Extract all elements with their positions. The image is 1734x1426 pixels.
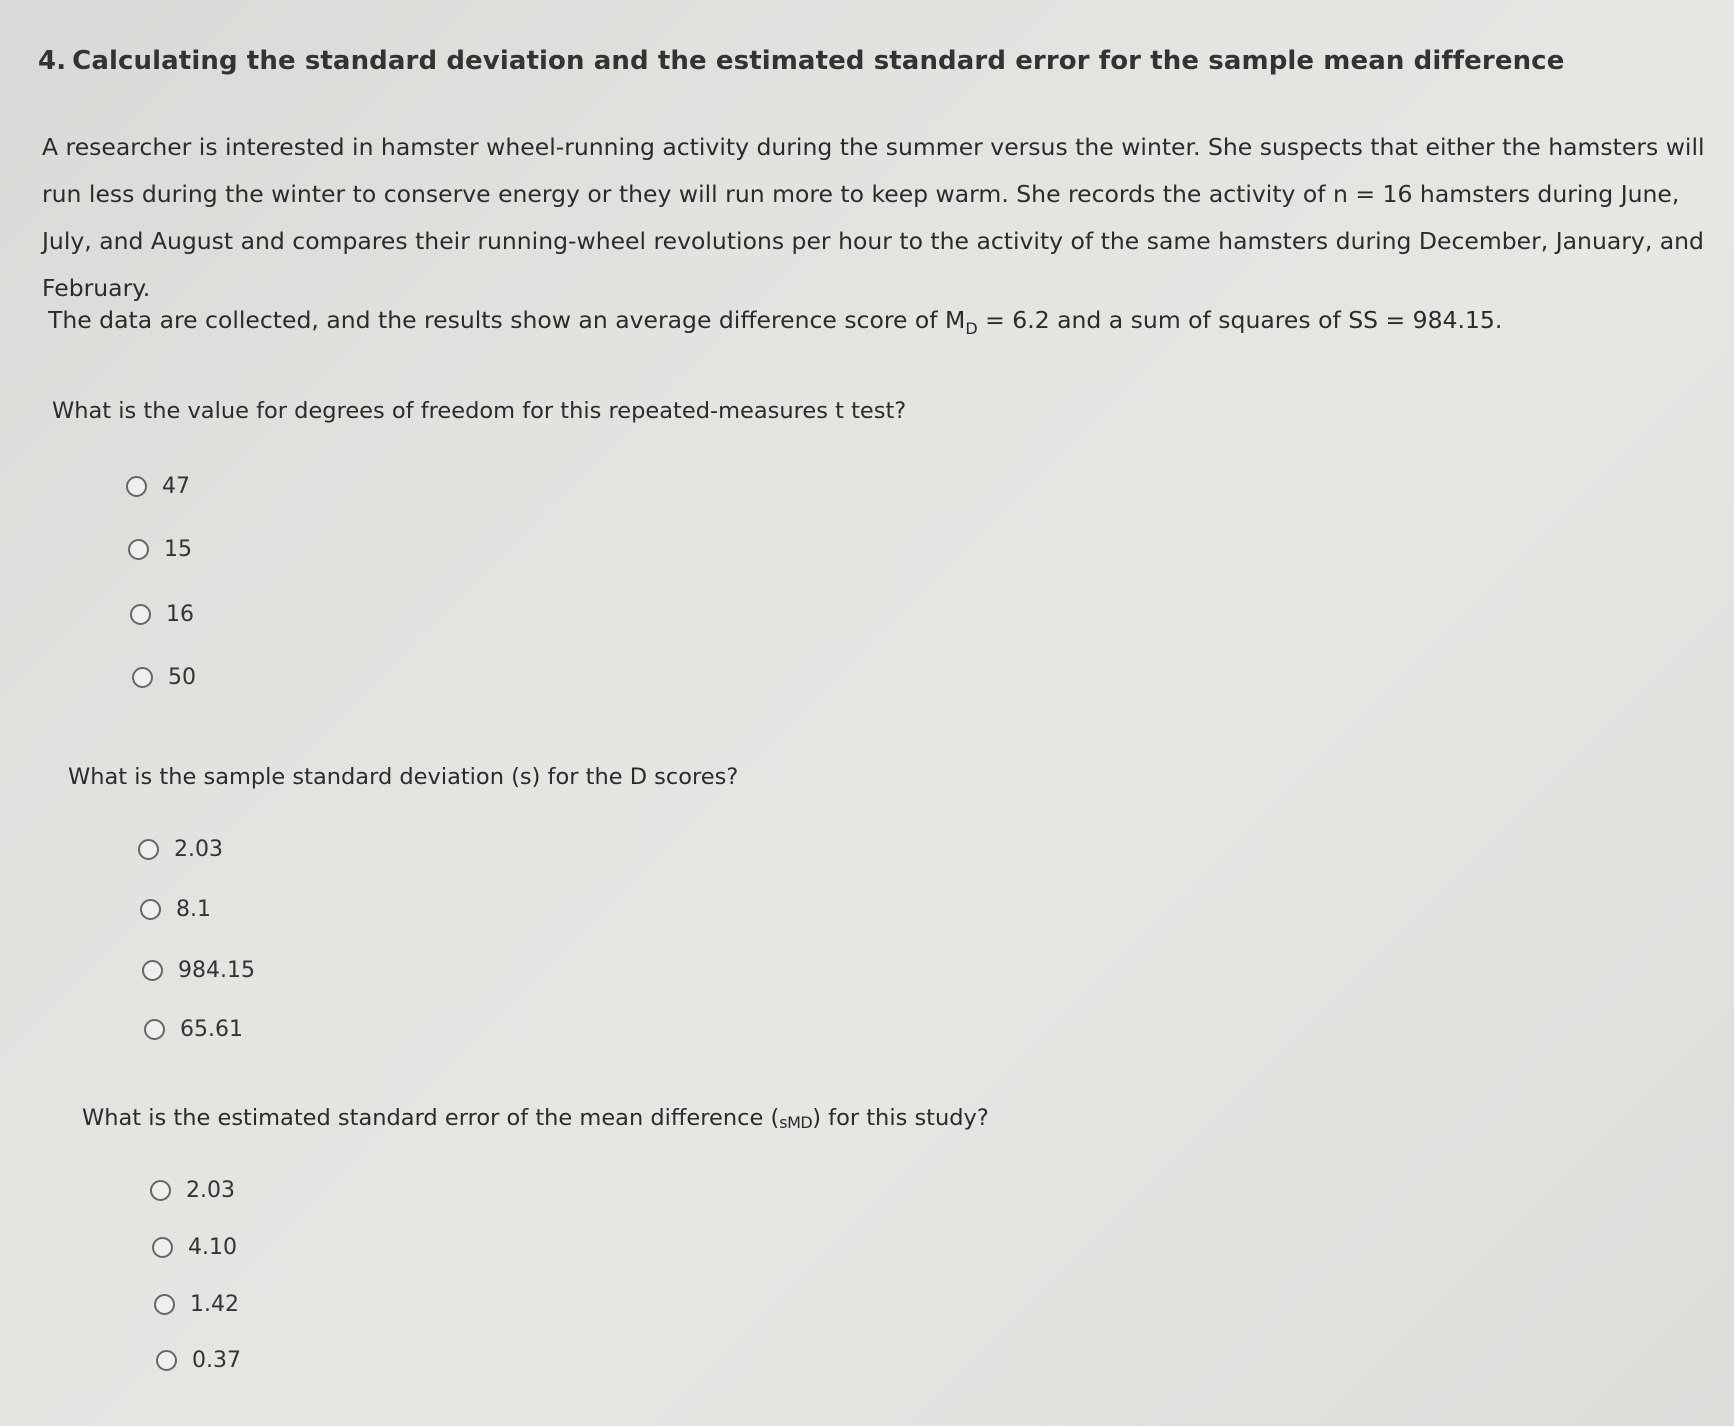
mean-subscript: D	[965, 319, 978, 338]
sd-option-2-03[interactable]	[138, 837, 223, 862]
question-title-text: Calculating the standard deviation and the estimated standard error for the sample mean difference	[72, 46, 1565, 76]
option-label: 16	[166, 602, 194, 627]
option-label: 8.1	[176, 897, 211, 922]
data-summary	[48, 306, 1503, 338]
radio-button[interactable]	[126, 476, 147, 497]
df-option-50[interactable]	[132, 665, 196, 690]
radio-button[interactable]	[140, 899, 161, 920]
question-standard-error	[82, 1105, 989, 1131]
option-label: 50	[168, 665, 196, 690]
option-label: 1.42	[190, 1292, 239, 1317]
radio-button[interactable]	[144, 1019, 165, 1040]
radio-button[interactable]	[138, 839, 159, 860]
radio-button[interactable]	[142, 960, 163, 981]
radio-button[interactable]	[150, 1180, 171, 1201]
question-number: 4.	[38, 46, 67, 76]
df-option-15[interactable]	[128, 537, 192, 562]
question-standard-deviation: What is the sample standard deviation (s) for the D scores?	[68, 764, 739, 790]
radio-button[interactable]	[156, 1350, 177, 1371]
question-standard-error-prefix: What is the estimated standard error of the mean difference (	[82, 1105, 780, 1131]
problem-description: A researcher is interested in hamster wheel-running activity during the summer versus the winter. She suspects that either the hamsters will run less during the winter to conserve energy or they will run more to keep warm. She records the activity of n = 16 hamsters during June, July, and August and compares their running-wheel revolutions per hour to the activity of the same hamsters during December, January, and February.	[42, 133, 1705, 302]
question-degrees-of-freedom: What is the value for degrees of freedom for this repeated-measures t test?	[52, 398, 907, 424]
question-standard-error-suffix: ) for this study?	[812, 1105, 989, 1131]
se-option-2-03[interactable]	[150, 1178, 235, 1203]
question-title	[38, 46, 1564, 76]
data-summary-suffix: = 6.2 and a sum of squares of SS = 984.15.	[977, 306, 1503, 334]
se-option-0-37[interactable]	[156, 1348, 241, 1373]
sd-option-65-61[interactable]	[144, 1017, 243, 1042]
option-label: 4.10	[188, 1235, 237, 1260]
se-option-4-10[interactable]	[152, 1235, 237, 1260]
option-label: 0.37	[192, 1348, 241, 1373]
radio-button[interactable]	[132, 667, 153, 688]
df-option-16[interactable]	[130, 602, 194, 627]
df-option-47[interactable]	[126, 474, 190, 499]
se-option-1-42[interactable]	[154, 1292, 239, 1317]
option-label: 47	[162, 474, 190, 499]
sd-option-984-15[interactable]	[142, 958, 255, 983]
option-label: 984.15	[178, 958, 255, 983]
sd-option-8-1[interactable]	[140, 897, 211, 922]
radio-button[interactable]	[152, 1237, 173, 1258]
radio-button[interactable]	[154, 1294, 175, 1315]
radio-button[interactable]	[128, 539, 149, 560]
option-label: 2.03	[174, 837, 223, 862]
data-summary-prefix: The data are collected, and the results show an average difference score of M	[48, 306, 966, 334]
smd-symbol: sMD	[779, 1113, 813, 1132]
option-label: 2.03	[186, 1178, 235, 1203]
option-label: 15	[164, 537, 192, 562]
option-label: 65.61	[180, 1017, 243, 1042]
radio-button[interactable]	[130, 604, 151, 625]
